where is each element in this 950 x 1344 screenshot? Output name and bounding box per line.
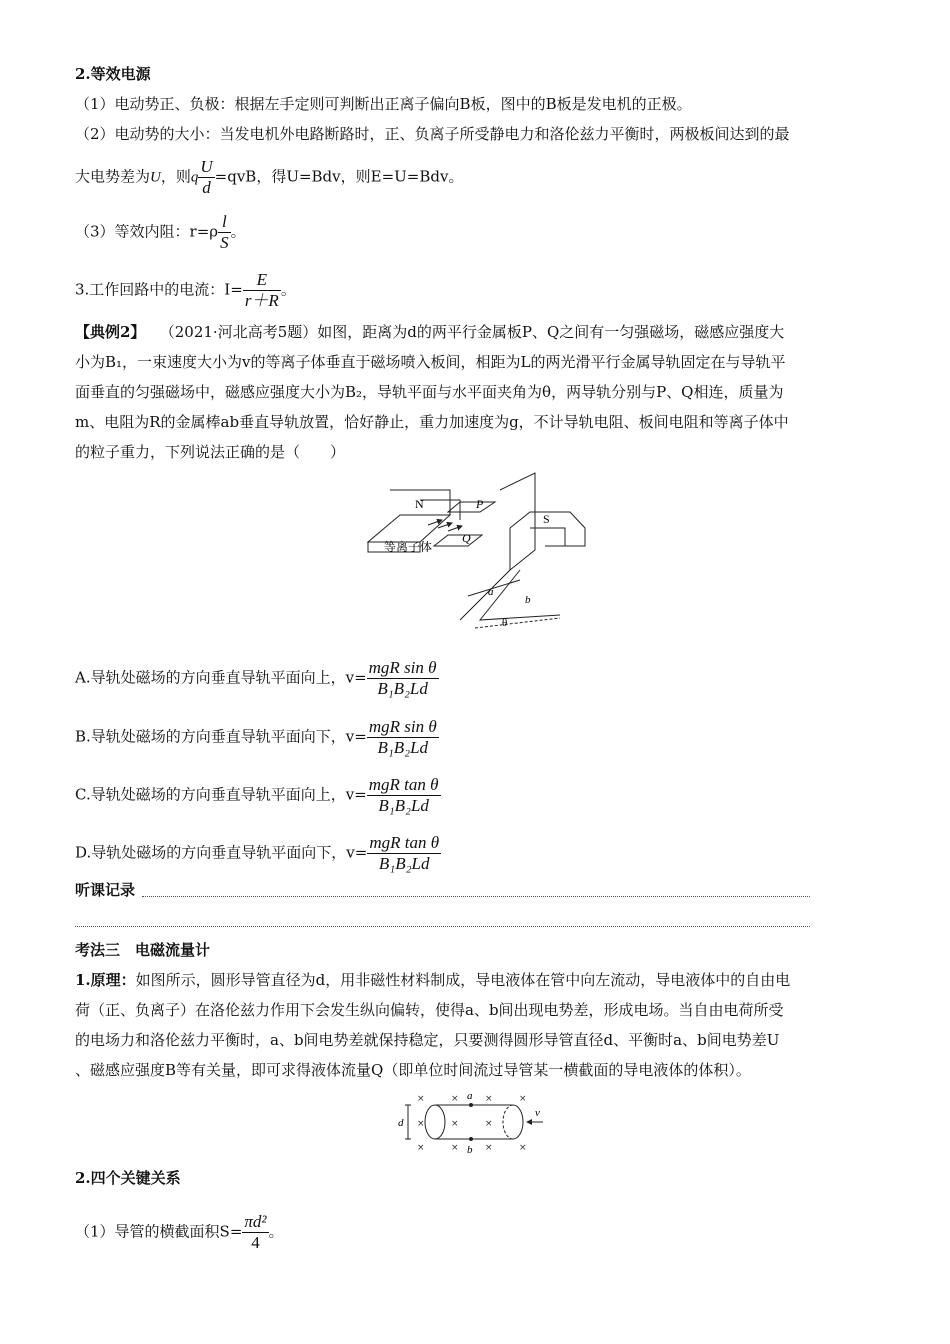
pipe-left-end <box>425 1105 445 1139</box>
fraction-denominator: d <box>202 178 211 197</box>
example-line-2: 小为B₁，一束速度大小为v的等离子体垂直于磁场喷入板间，相距为L的两光滑平行金属导轨固定在与导轨平 <box>75 353 786 371</box>
fraction-numerator: mgR sin θ <box>368 717 437 736</box>
label-b: b <box>467 1144 473 1156</box>
figure-mhd-generator <box>360 470 590 640</box>
internal-resistance-pre: （3）等效内阻：r=ρ <box>75 222 219 241</box>
method-three-title: 考法三 电磁流量计 <box>75 941 211 959</box>
label-b: b <box>525 594 531 606</box>
internal-resistance-post: 。 <box>230 222 246 241</box>
cross-mark: × <box>485 1143 493 1153</box>
emf-formula-line <box>75 157 463 198</box>
option-a-text: A.导轨处磁场的方向垂直导轨平面向上，v= <box>75 668 367 687</box>
fraction-pi-d2-over-4 <box>242 1212 268 1253</box>
option-b-fraction <box>367 717 439 758</box>
emf-formula-U: U <box>150 169 161 186</box>
example-line-3: 面垂直的匀强磁场中，磁感应强度大小为B₂，导轨平面与水平面夹角为θ，两导轨分别与P、Q相连，质量为 <box>75 383 784 401</box>
label-d: d <box>398 1117 404 1129</box>
plate-p-frame <box>420 500 460 520</box>
option-a-fraction <box>367 658 439 699</box>
cross-mark: × <box>519 1094 527 1104</box>
key-relations-title: 2.四个关键关系 <box>75 1169 181 1187</box>
current-formula-pre: 3.工作回路中的电流：I= <box>75 280 243 299</box>
cross-mark: × <box>451 1119 459 1129</box>
fraction-E-over-rR <box>243 270 281 311</box>
option-c-fraction <box>367 775 441 816</box>
emf-formula-pre: 大电势差为 <box>75 167 151 186</box>
label-theta: θ <box>502 617 508 629</box>
notes-line-1[interactable] <box>142 896 810 897</box>
section-title-equivalent-source: 2.等效电源 <box>75 65 151 83</box>
fraction-denominator: B₁B₂Ld <box>378 796 429 815</box>
notes-label: 听课记录 <box>75 881 136 899</box>
option-d[interactable] <box>75 833 441 874</box>
emf-formula-mid: ，则 <box>160 167 191 186</box>
principle-line-3: 的电场力和洛伦兹力平衡时，a、b间电势差就保持稳定，只要测得圆形导管直径d、平衡时a、b间电势差U <box>75 1031 780 1049</box>
fraction-numerator: l <box>218 212 231 233</box>
option-c[interactable] <box>75 775 441 816</box>
point-a <box>469 1103 473 1107</box>
fraction-denominator: B₁B₂Ld <box>377 738 429 757</box>
cross-mark: × <box>417 1119 425 1129</box>
cross-mark: × <box>451 1094 459 1104</box>
emf-formula-post: =qvB，得U=Bdv，则E=U=Bdv。 <box>214 167 464 186</box>
label-plasma: 等离子体 <box>384 540 433 554</box>
internal-resistance-line <box>75 212 246 253</box>
figure-flowmeter <box>395 1088 555 1156</box>
principle-line-2: 荷（正、负离子）在洛伦兹力作用下会发生纵向偏转，使得a、b间出现电势差，形成电场。当自由电荷所受 <box>75 1001 784 1019</box>
principle-line-1 <box>75 970 790 990</box>
option-b-text: B.导轨处磁场的方向垂直导轨平面向下，v= <box>75 727 367 746</box>
example-source: （2021·河北高考5题） <box>159 323 318 341</box>
label-v: v <box>535 1107 540 1119</box>
label-P: P <box>476 497 484 511</box>
cross-section-pre: （1）导管的横截面积S= <box>75 1222 243 1241</box>
cross-mark: × <box>417 1094 425 1104</box>
current-formula-post: 。 <box>280 280 296 299</box>
cross-mark: × <box>519 1143 527 1153</box>
option-d-fraction <box>367 833 441 874</box>
fraction-numerator: mgR tan θ <box>369 833 440 852</box>
current-formula-line <box>75 270 296 311</box>
emf-polarity-text: （1）电动势正、负极：根据左手定则可判断出正离子偏向B板，图中的B板是发电机的正极。 <box>75 95 692 113</box>
option-d-text: D.导轨处磁场的方向垂直导轨平面向下，v= <box>75 843 368 862</box>
principle-text-1: 如图所示，圆形导管直径为d，用非磁性材料制成，导电液体在管中向左流动，导电液体中的自由电 <box>135 971 791 989</box>
plate-q <box>434 535 482 546</box>
principle-label: 1.原理： <box>75 971 136 989</box>
notes-line-2[interactable] <box>75 926 810 927</box>
rod-ab <box>468 580 520 596</box>
magnet-n-side <box>368 515 450 542</box>
emf-formula-q: q <box>190 169 199 186</box>
label-N: N <box>415 497 424 511</box>
label-S: S <box>543 512 550 526</box>
cross-section-post: 。 <box>268 1222 284 1241</box>
point-b <box>469 1137 473 1141</box>
fraction-denominator: B₁B₂Ld <box>378 854 430 873</box>
example-line-5: 的粒子重力，下列说法正确的是（ ） <box>75 443 346 461</box>
plate-p <box>448 502 495 512</box>
cross-mark: × <box>417 1143 425 1153</box>
pipe-right-dashed <box>503 1105 513 1139</box>
option-a[interactable] <box>75 658 439 699</box>
cross-mark: × <box>485 1119 493 1129</box>
option-b[interactable] <box>75 717 439 758</box>
fraction-denominator: 4 <box>251 1233 260 1252</box>
fraction-l-over-S <box>218 212 231 253</box>
cross-mark: × <box>451 1143 459 1153</box>
principle-line-4: 、磁感应强度B等有关量，即可求得液体流量Q（即单位时间流过导管某一横截面的导电液体的体积）。 <box>75 1061 751 1079</box>
label-a: a <box>467 1090 473 1102</box>
fraction-denominator: B₁B₂Ld <box>377 679 428 698</box>
fraction-denominator: r＋R <box>244 291 279 310</box>
example-label: 【典例2】 <box>75 323 146 341</box>
example-line-4: m、电阻为R的金属棒ab垂直导轨放置，恰好静止，重力加速度为g，不计导轨电阻、板间电阻和等离子体中 <box>75 413 789 431</box>
fraction-U-over-d <box>198 157 214 198</box>
option-c-text: C.导轨处磁场的方向垂直导轨平面向上，v= <box>75 785 367 804</box>
example-line-1 <box>75 322 784 342</box>
pipe-body <box>435 1105 513 1139</box>
plasma-arrow-3 <box>448 526 462 531</box>
cross-mark: × <box>485 1094 493 1104</box>
example-text-1: 如图，距离为d的两平行金属板P、Q之间有一匀强磁场，磁感应强度大 <box>317 323 785 341</box>
emf-magnitude-text: （2）电动势的大小：当发电机外电路断路时，正、负离子所受静电力和洛伦兹力平衡时，两极板间达到的最 <box>75 125 790 143</box>
fraction-numerator: mgR sin θ <box>368 658 437 677</box>
fraction-numerator: E <box>243 270 281 291</box>
fraction-denominator: S <box>220 233 229 252</box>
fraction-numerator: πd² <box>244 1212 267 1231</box>
fraction-numerator: U <box>200 157 213 176</box>
fraction-numerator: mgR tan θ <box>368 775 439 794</box>
cross-section-area-line <box>75 1212 284 1253</box>
label-a: a <box>488 586 494 598</box>
pipe-right-solid <box>513 1105 523 1139</box>
label-Q: Q <box>462 531 471 545</box>
